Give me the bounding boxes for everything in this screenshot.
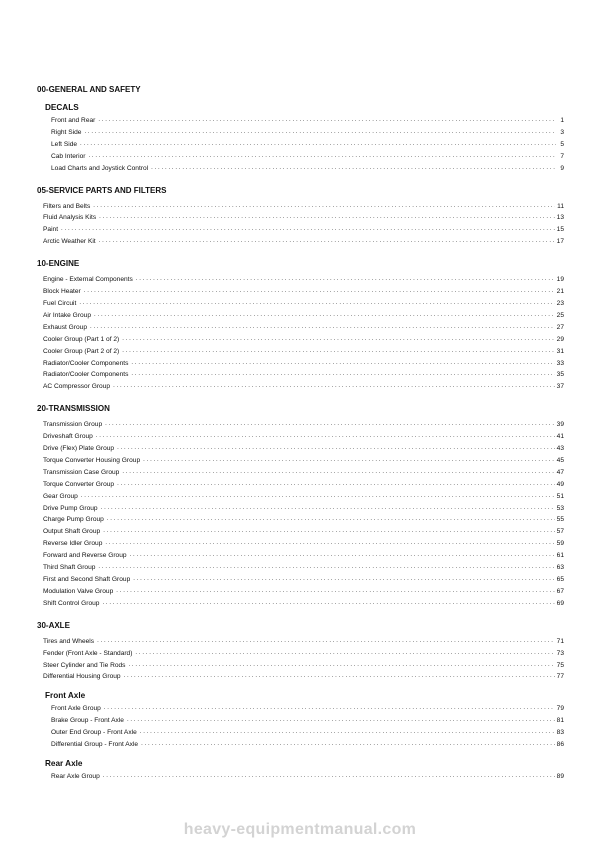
toc-entry[interactable] <box>43 236 564 248</box>
toc-entry-label: Drive Pump Group <box>43 504 98 512</box>
toc-entry[interactable] <box>43 310 564 322</box>
dot-leader <box>102 598 554 610</box>
toc-page-number: 33 <box>556 359 564 367</box>
toc-page-number: 47 <box>556 468 564 476</box>
toc-entry[interactable] <box>43 455 564 467</box>
dot-leader <box>143 455 555 467</box>
toc-page-number: 65 <box>556 576 564 583</box>
toc-page-number: 55 <box>556 516 564 524</box>
toc-page-number: 67 <box>556 587 564 595</box>
section-heading: 30-AXLE <box>37 620 70 630</box>
table-of-contents <box>37 85 564 794</box>
dot-leader <box>98 115 556 127</box>
toc-entry-label: Arctic Weather Kit <box>43 238 96 246</box>
dot-leader <box>90 322 555 334</box>
toc-page-number: 23 <box>556 299 564 307</box>
toc-page-number: 77 <box>556 673 564 681</box>
toc-page-number: 86 <box>556 741 564 749</box>
subsection-heading: Rear Axle <box>45 758 83 768</box>
dot-leader <box>105 419 555 431</box>
toc-page-number: 25 <box>556 311 564 319</box>
toc-entry[interactable] <box>43 660 564 672</box>
toc-page-number: 73 <box>556 649 564 657</box>
toc-entry-label: Differential Group - Front Axle <box>51 741 139 749</box>
entry-list <box>43 419 564 610</box>
toc-entry-label: Brake Group - Front Axle <box>51 717 124 725</box>
toc-page-number: 31 <box>556 347 564 355</box>
toc-entry-label: Rear Axle Group <box>51 772 100 780</box>
section-heading: 00-GENERAL AND SAFETY <box>37 85 141 94</box>
toc-page-number: 69 <box>556 599 564 607</box>
subsection-entry-list <box>51 115 564 175</box>
toc-entry-label: Fender (Front Axle - Standard) <box>43 649 133 657</box>
toc-entry-label: Third Shaft Group <box>43 564 96 572</box>
dot-leader <box>136 274 555 286</box>
toc-entry-label: Torque Converter Group <box>43 480 115 488</box>
dot-leader <box>101 503 555 515</box>
toc-entry[interactable] <box>51 139 564 151</box>
entry-list <box>43 274 564 393</box>
dot-leader <box>122 334 554 346</box>
toc-page-number: 13 <box>556 214 564 222</box>
toc-entry[interactable] <box>43 381 564 393</box>
toc-entry[interactable] <box>43 443 564 455</box>
toc-page-number: 51 <box>556 492 564 500</box>
dot-leader <box>84 127 556 139</box>
toc-entry-label: Exhaust Group <box>43 323 87 331</box>
toc-entry-label: Shift Control Group <box>43 599 100 607</box>
toc-entry[interactable] <box>43 479 564 491</box>
toc-entry[interactable] <box>43 491 564 503</box>
dot-leader <box>124 671 555 683</box>
toc-page-number: 81 <box>556 717 564 725</box>
toc-page-number: 29 <box>556 335 564 343</box>
toc-page-number: 7 <box>560 152 564 160</box>
toc-section <box>37 186 564 249</box>
toc-entry[interactable] <box>43 346 564 358</box>
toc-page-number: 63 <box>556 564 564 572</box>
subsection-heading: Front Axle <box>45 691 86 701</box>
toc-page-number: 53 <box>556 504 564 512</box>
toc-entry-label: Outer End Group - Front Axle <box>51 729 137 737</box>
toc-entry-label: Right Side <box>51 128 82 136</box>
dot-leader <box>130 550 555 562</box>
dot-leader <box>117 443 555 455</box>
toc-entry[interactable] <box>43 598 564 610</box>
toc-entry-label: Forward and Reverse Group <box>43 552 127 560</box>
toc-entry[interactable] <box>43 574 564 586</box>
toc-entry[interactable] <box>43 562 564 574</box>
toc-page-number: 89 <box>556 772 564 780</box>
toc-entry-label: Front Axle Group <box>51 705 101 713</box>
toc-page-number: 57 <box>556 528 564 536</box>
dot-leader <box>80 139 556 151</box>
toc-entry-label: Block Heater <box>43 288 81 296</box>
toc-page-number: 49 <box>556 480 564 488</box>
dot-leader <box>133 574 554 586</box>
dot-leader <box>105 538 554 550</box>
toc-page-number: 79 <box>556 705 564 713</box>
toc-entry-label: Fuel Circuit <box>43 299 77 307</box>
toc-entry-label: Cooler Group (Part 2 of 2) <box>43 347 120 355</box>
toc-page-number: 83 <box>556 729 564 737</box>
entry-list <box>43 636 564 684</box>
toc-page-number: 37 <box>556 383 564 391</box>
toc-entry-label: Modulation Valve Group <box>43 587 114 595</box>
dot-leader <box>84 286 555 298</box>
dot-leader <box>140 727 555 739</box>
toc-page-number: 61 <box>556 552 564 560</box>
toc-entry-label: Filters and Belts <box>43 202 91 210</box>
toc-entry-label: First and Second Shaft Group <box>43 576 131 583</box>
toc-entry[interactable] <box>43 538 564 550</box>
dot-leader <box>117 479 555 491</box>
dot-leader <box>61 224 555 236</box>
dot-leader <box>141 739 555 751</box>
dot-leader <box>131 358 554 370</box>
toc-entry[interactable] <box>51 703 564 715</box>
toc-page-number: 59 <box>556 540 564 548</box>
dot-leader <box>135 648 554 660</box>
dot-leader <box>122 346 554 358</box>
toc-section <box>37 85 564 175</box>
toc-entry[interactable] <box>43 431 564 443</box>
toc-section <box>37 259 564 393</box>
toc-entry-label: Drive (Flex) Plate Group <box>43 445 115 453</box>
toc-entry-label: Charge Pump Group <box>43 516 104 524</box>
toc-page-number: 41 <box>556 433 564 441</box>
dot-leader <box>122 467 554 479</box>
toc-page-number: 45 <box>556 456 564 464</box>
toc-page-number: 1 <box>560 117 564 124</box>
toc-page-number: 11 <box>557 202 564 210</box>
dot-leader <box>104 703 555 715</box>
toc-entry-label: Reverse Idler Group <box>43 540 103 548</box>
dot-leader <box>151 163 556 175</box>
toc-entry[interactable] <box>51 715 564 727</box>
toc-entry-label: Transmission Group <box>43 421 103 429</box>
dot-leader <box>88 151 556 163</box>
dot-leader <box>107 514 555 526</box>
toc-entry-label: Paint <box>43 226 59 234</box>
toc-entry-label: Front and Rear <box>51 117 96 124</box>
entry-list <box>43 201 564 249</box>
toc-page-number: 75 <box>556 661 564 669</box>
dot-leader <box>113 381 555 393</box>
toc-entry[interactable] <box>43 224 564 236</box>
toc-entry-label: Torque Converter Housing Group <box>43 456 141 464</box>
toc-entry[interactable] <box>43 201 564 213</box>
toc-entry-label: Output Shaft Group <box>43 528 101 536</box>
subsection-entry-list <box>51 703 564 751</box>
toc-entry[interactable] <box>43 671 564 683</box>
toc-entry[interactable] <box>43 503 564 515</box>
dot-leader <box>99 236 555 248</box>
subsection-heading: DECALS <box>45 103 79 112</box>
toc-page-number: 3 <box>560 128 564 136</box>
dot-leader <box>98 562 554 574</box>
section-heading: 05-SERVICE PARTS AND FILTERS <box>37 185 167 195</box>
toc-page-number: 21 <box>556 288 564 296</box>
toc-entry-label: Gear Group <box>43 492 78 500</box>
toc-entry-label: Driveshaft Group <box>43 433 93 441</box>
toc-entry-label: Cooler Group (Part 1 of 2) <box>43 335 120 343</box>
toc-page-number: 71 <box>556 637 564 645</box>
toc-entry[interactable] <box>51 739 564 751</box>
toc-entry[interactable] <box>43 550 564 562</box>
toc-entry-label: Air Intake Group <box>43 311 92 319</box>
toc-entry[interactable] <box>43 274 564 286</box>
dot-leader <box>128 660 554 672</box>
toc-page-number: 17 <box>556 238 564 246</box>
toc-entry[interactable] <box>43 334 564 346</box>
dot-leader <box>127 715 555 727</box>
toc-section <box>37 621 564 783</box>
toc-entry-label: Engine - External Components <box>43 276 133 284</box>
toc-entry-label: Fluid Analysis Kits <box>43 214 97 222</box>
dot-leader <box>103 771 555 783</box>
toc-entry-label: AC Compressor Group <box>43 383 111 391</box>
toc-entry[interactable] <box>43 358 564 370</box>
subsection-entry-list <box>51 771 564 783</box>
toc-entry[interactable] <box>43 212 564 224</box>
dot-leader <box>116 586 554 598</box>
dot-leader <box>96 431 555 443</box>
toc-page-number: 43 <box>556 445 564 453</box>
toc-page-number: 39 <box>556 421 564 429</box>
section-heading: 20-TRANSMISSION <box>37 404 110 414</box>
toc-page-number: 27 <box>556 323 564 331</box>
toc-entry[interactable] <box>51 727 564 739</box>
toc-entry-label: Load Charts and Joystick Control <box>51 164 149 172</box>
toc-entry[interactable] <box>43 467 564 479</box>
toc-entry-label: Left Side <box>51 140 78 148</box>
toc-section <box>37 404 564 610</box>
toc-entry[interactable] <box>43 286 564 298</box>
toc-entry[interactable] <box>43 419 564 431</box>
toc-entry[interactable] <box>51 151 564 163</box>
toc-entry-label: Transmission Case Group <box>43 468 120 476</box>
toc-entry-label: Radiator/Cooler Components <box>43 359 129 367</box>
toc-page-number: 19 <box>556 276 564 284</box>
toc-entry[interactable] <box>51 163 564 175</box>
toc-entry-label: Steer Cylinder and Tie Rods <box>43 661 126 669</box>
toc-entry[interactable] <box>43 369 564 381</box>
dot-leader <box>93 201 555 213</box>
section-heading: 10-ENGINE <box>37 259 80 269</box>
toc-page-number: 15 <box>556 226 564 234</box>
toc-entry[interactable] <box>43 322 564 334</box>
toc-entry-label: Cab Interior <box>51 152 86 160</box>
toc-entry[interactable] <box>43 526 564 538</box>
dot-leader <box>103 526 554 538</box>
dot-leader <box>131 369 554 381</box>
toc-entry-label: Differential Housing Group <box>43 673 121 681</box>
toc-entry[interactable] <box>43 586 564 598</box>
toc-entry[interactable] <box>43 648 564 660</box>
dot-leader <box>97 636 555 648</box>
toc-page-number: 35 <box>556 371 564 379</box>
dot-leader <box>94 310 555 322</box>
toc-page-number: 9 <box>560 164 564 172</box>
toc-entry[interactable] <box>43 514 564 526</box>
toc-page-number: 5 <box>560 140 564 148</box>
dot-leader <box>79 298 554 310</box>
dot-leader <box>81 491 555 503</box>
toc-entry[interactable] <box>51 127 564 139</box>
toc-entry[interactable] <box>43 636 564 648</box>
watermark-footer: heavy-equipmentmanual.com <box>183 821 417 838</box>
toc-entry[interactable] <box>51 771 564 783</box>
toc-entry-label: Tires and Wheels <box>43 637 95 645</box>
toc-entry[interactable] <box>43 298 564 310</box>
dot-leader <box>99 212 555 224</box>
toc-entry-label: Radiator/Cooler Components <box>43 371 129 379</box>
toc-entry[interactable] <box>51 115 564 127</box>
